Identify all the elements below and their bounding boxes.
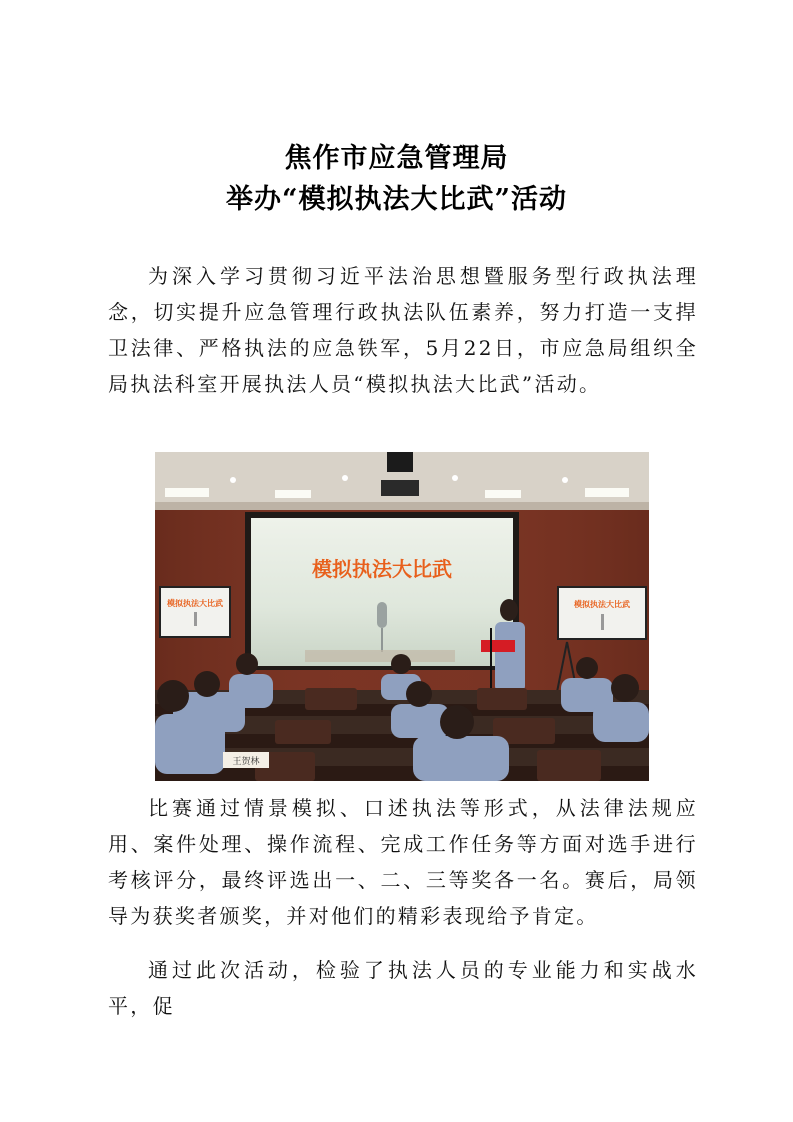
speaker-head [500,599,518,621]
attendee [229,674,273,708]
side-screen-left-title: 模拟执法大比武 [167,599,223,608]
attendee-head [236,653,258,675]
side-screen-right-title: 模拟执法大比武 [574,600,630,609]
chair [477,688,527,710]
projector [387,452,413,472]
attendee [155,714,225,774]
body-paragraph-3: 通过此次活动，检验了执法人员的专业能力和实战水平，促 [108,958,698,1018]
chair [275,720,331,744]
document-title-line2: 举办“模拟执法大比武”活动 [225,184,568,215]
nameplate-text: 王贺林 [232,757,260,767]
speaker [495,622,525,692]
event-photo [155,452,649,781]
attendee-head [391,654,411,674]
chair [305,688,357,710]
ceiling-light [485,490,521,498]
speaker-folder [481,640,515,652]
ceiling-spot [230,477,236,483]
ceiling-spot [452,475,458,481]
ceiling-spot [562,477,568,483]
attendee-head [194,671,220,697]
attendee [413,736,509,781]
chair [537,750,601,781]
ceiling-light [275,490,311,498]
ceiling-light [165,488,209,497]
document-title-line1: 焦作市应急管理局 [284,143,509,174]
attendee [593,702,649,742]
attendee-head [611,674,639,702]
attendee-head [576,657,598,679]
attendee-head [440,705,474,739]
ceiling-light [585,488,629,497]
ceiling-spot [342,475,348,481]
body-paragraph-1: 为深入学习贯彻习近平法治思想暨服务型行政执法理念，切实提升应急管理行政执法队伍素养，努力打造一支捍卫法律、严格执法的应急铁军，5月22日，市应急局组织全局执法科室开展执法人员“模拟执法大比武”活动。 [108,264,698,396]
attendee-head [406,681,432,707]
body-paragraph-2: 比赛通过情景模拟、口述执法等形式，从法律法规应用、案件处理、操作流程、完成工作任务等方面对选手进行考核评分，最终评选出一、二、三等奖各一名。赛后，局领导为获奖者颁奖，并对他们的精彩表现给予肯定。 [108,796,698,928]
attendee-head [157,680,189,712]
screen-title: 模拟执法大比武 [312,557,452,581]
